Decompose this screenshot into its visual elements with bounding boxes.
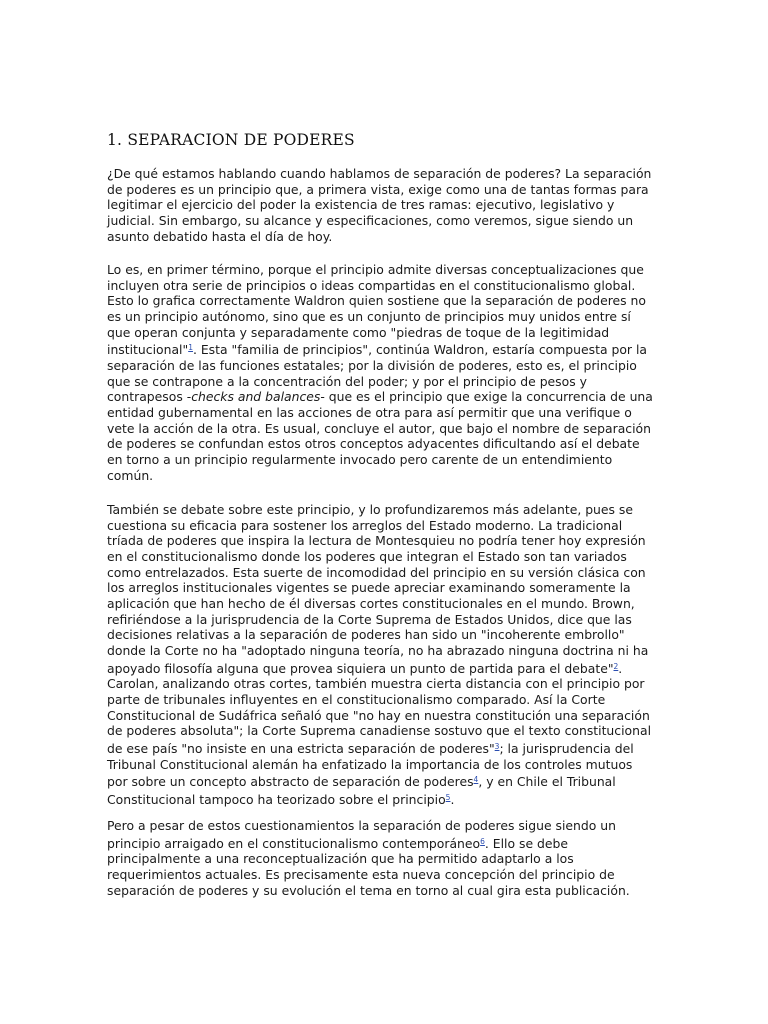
paragraph-1 (107, 166, 651, 244)
text-line: incluyen otra serie de principios o ideas compartidas en el constitucionalismo global. (107, 277, 636, 293)
text-line: donde la Corte no ha "adoptado ninguna teoría, no ha abrazado ninguna doctrina ni ha (107, 642, 649, 658)
footnote-link-6[interactable]: 6 (480, 836, 485, 846)
section-heading: 1. SEPARACION DE PODERES (107, 131, 355, 149)
text-segment: de ese país "no insiste en una estricta separación de poderes" (107, 740, 495, 756)
text-line: común. (107, 467, 154, 483)
footnote-link-3[interactable]: 3 (494, 741, 500, 751)
paragraph-4 (107, 818, 630, 898)
text-segment: institucional" (107, 342, 189, 358)
text-line: como entrelazados. Esta suerte de incomodidad del principio en su versión clásica con (107, 564, 646, 580)
text-line (107, 389, 653, 405)
text-segment: principio arraigado en el constitucionalismo contemporáneo (107, 835, 481, 851)
text-line: judicial. Sin embargo, su alcance y especificaciones, como veremos, sigue siendo un (107, 212, 634, 228)
text-line: Carolan, analizando otras cortes, también muestra cierta distancia con el principio por (107, 676, 645, 692)
text-line: es un principio autónomo, sino que es un conjunto de principios muy unidos entre sí (107, 308, 631, 324)
text-line (107, 790, 651, 808)
text-line: que operan conjunta y separadamente como "piedras de toque de la legitimidad (107, 324, 610, 340)
text-line: separación de poderes y su evolución el tema en torno al cual gira esta publicación. (107, 882, 630, 898)
text-segment: contrapesos - (107, 389, 192, 405)
text-line: entidad gubernamental en las acciones de otra para así permitir que una verifique o (107, 404, 632, 420)
footnote-link-4[interactable]: 4 (473, 775, 479, 785)
text-segment: - que es el principio que exige la concurrencia de una (320, 389, 653, 405)
text-line (107, 834, 630, 852)
text-segment: Constitucional tampoco ha teorizado sobre el principio (107, 791, 446, 807)
text-line (107, 772, 651, 790)
text-line: Esto lo grafica correctamente Waldron quien sostiene que la separación de poderes no (107, 293, 646, 309)
text-line: parte de tribunales influyentes en el constitucionalismo comparado. Así la Corte (107, 691, 606, 707)
text-segment: . Esta "familia de principios", continúa Waldron, estaría compuesta por la (192, 342, 647, 358)
italic-term: checks and balances (191, 389, 321, 405)
text-line: los arreglos institucionales vigentes se puede apreciar examinando someramente la (107, 580, 631, 596)
text-line (107, 739, 651, 757)
text-line: aplicación que han hecho de él diversas cortes constitucionales en el mundo. Brown, (107, 595, 635, 611)
text-line: cuestiona su eficacia para sostener los arreglos del Estado moderno. La tradicional (107, 517, 623, 533)
text-line: Tribunal Constitucional alemán ha enfatizado la importancia de los controles mutuos (107, 756, 633, 772)
text-segment: por sobre un concepto abstracto de separación de poderes (107, 774, 474, 790)
text-line: en el constitucionalismo donde los poderes que integran el Estado son tan variados (107, 548, 627, 564)
text-segment: ; la jurisprudencia del (499, 740, 634, 756)
text-line: Lo es, en primer término, porque el principio admite diversas conceptualizaciones que (107, 262, 644, 277)
text-line: decisiones relativas a la separación de poderes han sido un "incoherente embrollo" (107, 627, 625, 643)
text-line: requerimientos actuales. Es precisamente esta nueva concepción del principio de (107, 866, 615, 882)
footnote-link-2[interactable]: 2 (613, 661, 619, 671)
text-segment: , y en Chile el Tribunal (478, 774, 616, 790)
paragraph-3 (107, 502, 651, 807)
text-line: tríada de poderes que inspira la lectura de Montesquieu no podría tener hoy expresión (107, 533, 646, 549)
text-line: Constitucional de Sudáfrica señaló que "no hay en nuestra constitución una separación (107, 707, 650, 723)
text-line: de poderes absoluta"; la Corte Suprema canadiense sostuvo que el texto constitucional (107, 723, 652, 739)
text-line: Pero a pesar de estos cuestionamientos la separación de poderes sigue siendo un (107, 818, 616, 833)
text-line: que se contrapone a la concentración del poder; y por el principio de pesos y (107, 373, 587, 389)
paragraph-2 (107, 262, 653, 483)
text-segment: . Ello se debe (484, 835, 569, 851)
text-line (107, 340, 653, 358)
text-segment: . (618, 660, 623, 676)
text-line: en torno a un principio regularmente invocado pero carente de un entendimiento (107, 451, 613, 467)
text-line: También se debate sobre este principio, y lo profundizaremos más adelante, pues se (107, 502, 634, 517)
text-line: refiriéndose a la jurisprudencia de la Corte Suprema de Estados Unidos, dice que las (107, 611, 632, 627)
text-line: ¿De qué estamos hablando cuando hablamos de separación de poderes? La separación (107, 166, 652, 181)
text-line: asunto debatido hasta el día de hoy. (107, 228, 333, 244)
footnote-link-1[interactable]: 1 (188, 343, 193, 353)
text-line: principalmente a una reconceptualización que ha permitido adaptarlo a los (107, 851, 574, 867)
text-segment: . (450, 791, 455, 807)
text-line: legitimar el ejercicio del poder la existencia de tres ramas: ejecutivo, legislativo y (107, 197, 615, 213)
text-line (107, 659, 651, 677)
text-line: de poderes se confundan estos otros conceptos adyacentes dificultando así el debate (107, 436, 640, 452)
text-segment: apoyado filosofía alguna que provea siquiera un punto de partida para el debate" (107, 660, 614, 676)
text-line: vete la acción de la otra. Es usual, concluye el autor, que bajo el nombre de separación (107, 420, 651, 436)
text-line: de poderes es un principio que, a primera vista, exige como una de tantas formas para (107, 181, 649, 197)
footnote-link-5[interactable]: 5 (445, 792, 451, 802)
text-line: separación de las funciones estatales; por la división de poderes, esto es, el principio (107, 357, 637, 373)
